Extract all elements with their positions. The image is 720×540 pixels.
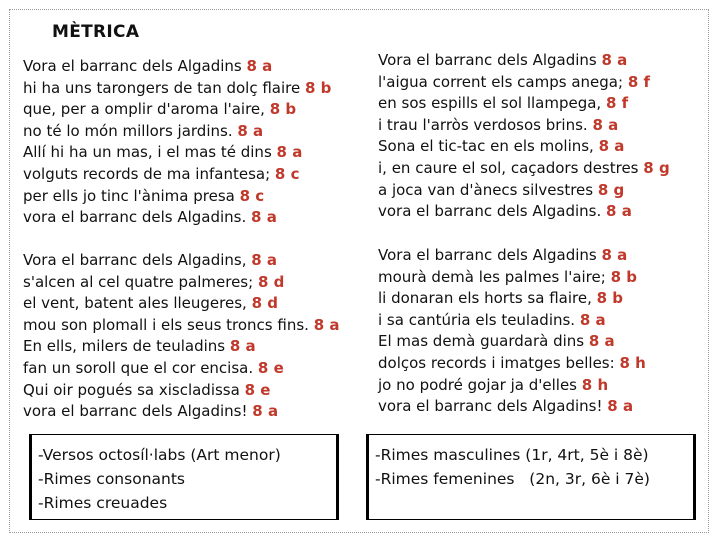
- verse-line: [378, 72, 670, 94]
- verse-text: i sa cantúria els teuladins.: [378, 310, 576, 329]
- stanza-1: [23, 56, 331, 229]
- rhyme-label: 8 d: [257, 272, 285, 291]
- rhyme-label: 8 a: [601, 51, 628, 69]
- verse-text: El mas demà guardarà dins: [378, 332, 585, 351]
- note-line: -Rimes femenines (2n, 3r, 6è i 7è): [375, 470, 650, 488]
- note-line: -Rimes creuades: [38, 494, 168, 512]
- verse-line: [378, 267, 646, 289]
- stanza-3: [23, 250, 340, 423]
- verse-line: [23, 380, 340, 402]
- rhyme-label: 8 a: [313, 315, 340, 334]
- verse-line: [378, 396, 646, 418]
- stanza-4: [378, 245, 646, 418]
- verse-line: [23, 164, 331, 186]
- verse-text: Vora el barranc dels Algadins: [23, 57, 242, 75]
- rhyme-label: 8 f: [627, 72, 650, 91]
- verse-line: [378, 375, 646, 397]
- rhyme-label: 8 e: [244, 380, 271, 399]
- verse-line: [378, 331, 646, 353]
- verse-line: [23, 207, 331, 229]
- verse-text: dolços records i imatges belles:: [378, 353, 615, 372]
- rhyme-label: 8 b: [610, 267, 637, 286]
- verse-text: Qui oir pogués sa xiscladissa: [23, 380, 240, 399]
- verse-line: [23, 186, 331, 208]
- rhyme-label: 8 g: [643, 158, 670, 177]
- verse-text: el vent, batent ales lleugeres,: [23, 294, 247, 313]
- verse-line: [23, 78, 331, 100]
- verse-line: [378, 136, 670, 158]
- verse-line: [378, 245, 646, 267]
- rhyme-label: 8 a: [251, 208, 277, 227]
- rhyme-label: 8 b: [269, 100, 297, 119]
- verse-text: fan un soroll que el cor encisa.: [23, 358, 254, 377]
- verse-text: que, per a omplir d'aroma l'aire,: [23, 100, 265, 119]
- verse-line: [378, 201, 670, 223]
- note-line: -Rimes masculines (1r, 4rt, 5è i 8è): [375, 446, 649, 464]
- verse-line: [23, 250, 340, 272]
- verse-text: Sona el tic-tac en els molins,: [378, 137, 594, 156]
- verse-text: vora el barranc dels Algadins.: [23, 208, 247, 227]
- rhyme-label: 8 a: [252, 402, 279, 421]
- rhyme-label: 8 a: [588, 332, 615, 351]
- rhyme-label: 8 e: [257, 358, 284, 377]
- verse-line: [23, 56, 331, 78]
- note-line: -Versos octosíl·labs (Art menor): [38, 446, 281, 464]
- verse-text: per ells jo tinc l'ànima presa: [23, 186, 235, 205]
- verse-line: [378, 353, 646, 375]
- rhyme-label: 8 a: [601, 246, 628, 264]
- rhyme-label: 8 a: [606, 202, 632, 221]
- verse-line: [23, 99, 331, 121]
- rhyme-label: 8 a: [276, 143, 303, 162]
- verse-text: volguts records de ma infantesa;: [23, 164, 271, 183]
- verse-text: en sos espills el sol llampega,: [378, 94, 602, 113]
- notes-box-left: [29, 434, 339, 520]
- verse-line: [23, 401, 340, 423]
- page-title: MÈTRICA: [52, 22, 140, 42]
- verse-text: s'alcen al cel quatre palmeres;: [23, 272, 254, 291]
- note-line: -Rimes consonants: [38, 470, 185, 488]
- rhyme-label: 8 f: [605, 94, 629, 113]
- verse-line: [378, 180, 670, 202]
- verse-text: i, en caure el sol, caçadors destres: [378, 158, 639, 177]
- rhyme-label: 8 d: [251, 294, 279, 313]
- verse-text: Allí hi ha un mas, i el mas té dins: [23, 143, 272, 162]
- verse-line: [23, 293, 340, 315]
- verse-text: vora el barranc dels Algadins!: [23, 402, 248, 421]
- rhyme-label: 8 c: [274, 164, 300, 183]
- verse-line: [378, 158, 670, 180]
- verse-line: [23, 358, 340, 380]
- rhyme-label: 8 h: [581, 375, 609, 394]
- verse-line: [23, 272, 340, 294]
- rhyme-label: 8 a: [251, 251, 278, 269]
- verse-line: [378, 310, 646, 332]
- verse-line: [378, 288, 646, 310]
- verse-line: [378, 93, 670, 115]
- verse-line: [378, 50, 670, 72]
- verse-text: Vora el barranc dels Algadins,: [23, 251, 247, 269]
- verse-line: [23, 336, 340, 358]
- verse-text: vora el barranc dels Algadins.: [378, 202, 602, 221]
- verse-text: Vora el barranc dels Algadins: [378, 246, 597, 264]
- rhyme-label: 8 c: [239, 186, 265, 205]
- rhyme-label: 8 g: [597, 180, 625, 199]
- verse-line: [23, 121, 331, 143]
- rhyme-label: 8 h: [619, 353, 646, 372]
- rhyme-label: 8 a: [592, 115, 619, 134]
- verse-text: hi ha uns tarongers de tan dolç flaire: [23, 78, 301, 97]
- verse-line: [378, 115, 670, 137]
- rhyme-label: 8 a: [598, 137, 625, 156]
- verse-text: i trau l'arròs verdosos brins.: [378, 115, 588, 134]
- notes-box-right: [366, 434, 696, 520]
- verse-text: mou son plomall i els seus troncs fins.: [23, 315, 309, 334]
- verse-text: jo no podré gojar ja d'elles: [378, 375, 577, 394]
- rhyme-label: 8 a: [246, 57, 273, 75]
- verse-text: vora el barranc dels Algadins!: [378, 397, 603, 416]
- verse-text: li donaran els horts sa flaire,: [378, 289, 592, 308]
- rhyme-label: 8 b: [305, 78, 332, 97]
- verse-line: [23, 315, 340, 337]
- rhyme-label: 8 b: [596, 289, 624, 308]
- verse-line: [23, 142, 331, 164]
- verse-text: a joca van d'ànecs silvestres: [378, 180, 594, 199]
- rhyme-label: 8 a: [579, 310, 606, 329]
- rhyme-label: 8 a: [229, 337, 256, 356]
- verse-text: no té lo món millors jardins.: [23, 121, 233, 140]
- verse-text: Vora el barranc dels Algadins: [378, 51, 597, 69]
- verse-text: En ells, milers de teuladins: [23, 337, 226, 356]
- stanza-2: [378, 50, 670, 223]
- verse-text: l'aigua corrent els camps anega;: [378, 72, 624, 91]
- rhyme-label: 8 a: [607, 397, 634, 416]
- rhyme-label: 8 a: [237, 121, 264, 140]
- verse-text: mourà demà les palmes l'aire;: [378, 267, 606, 286]
